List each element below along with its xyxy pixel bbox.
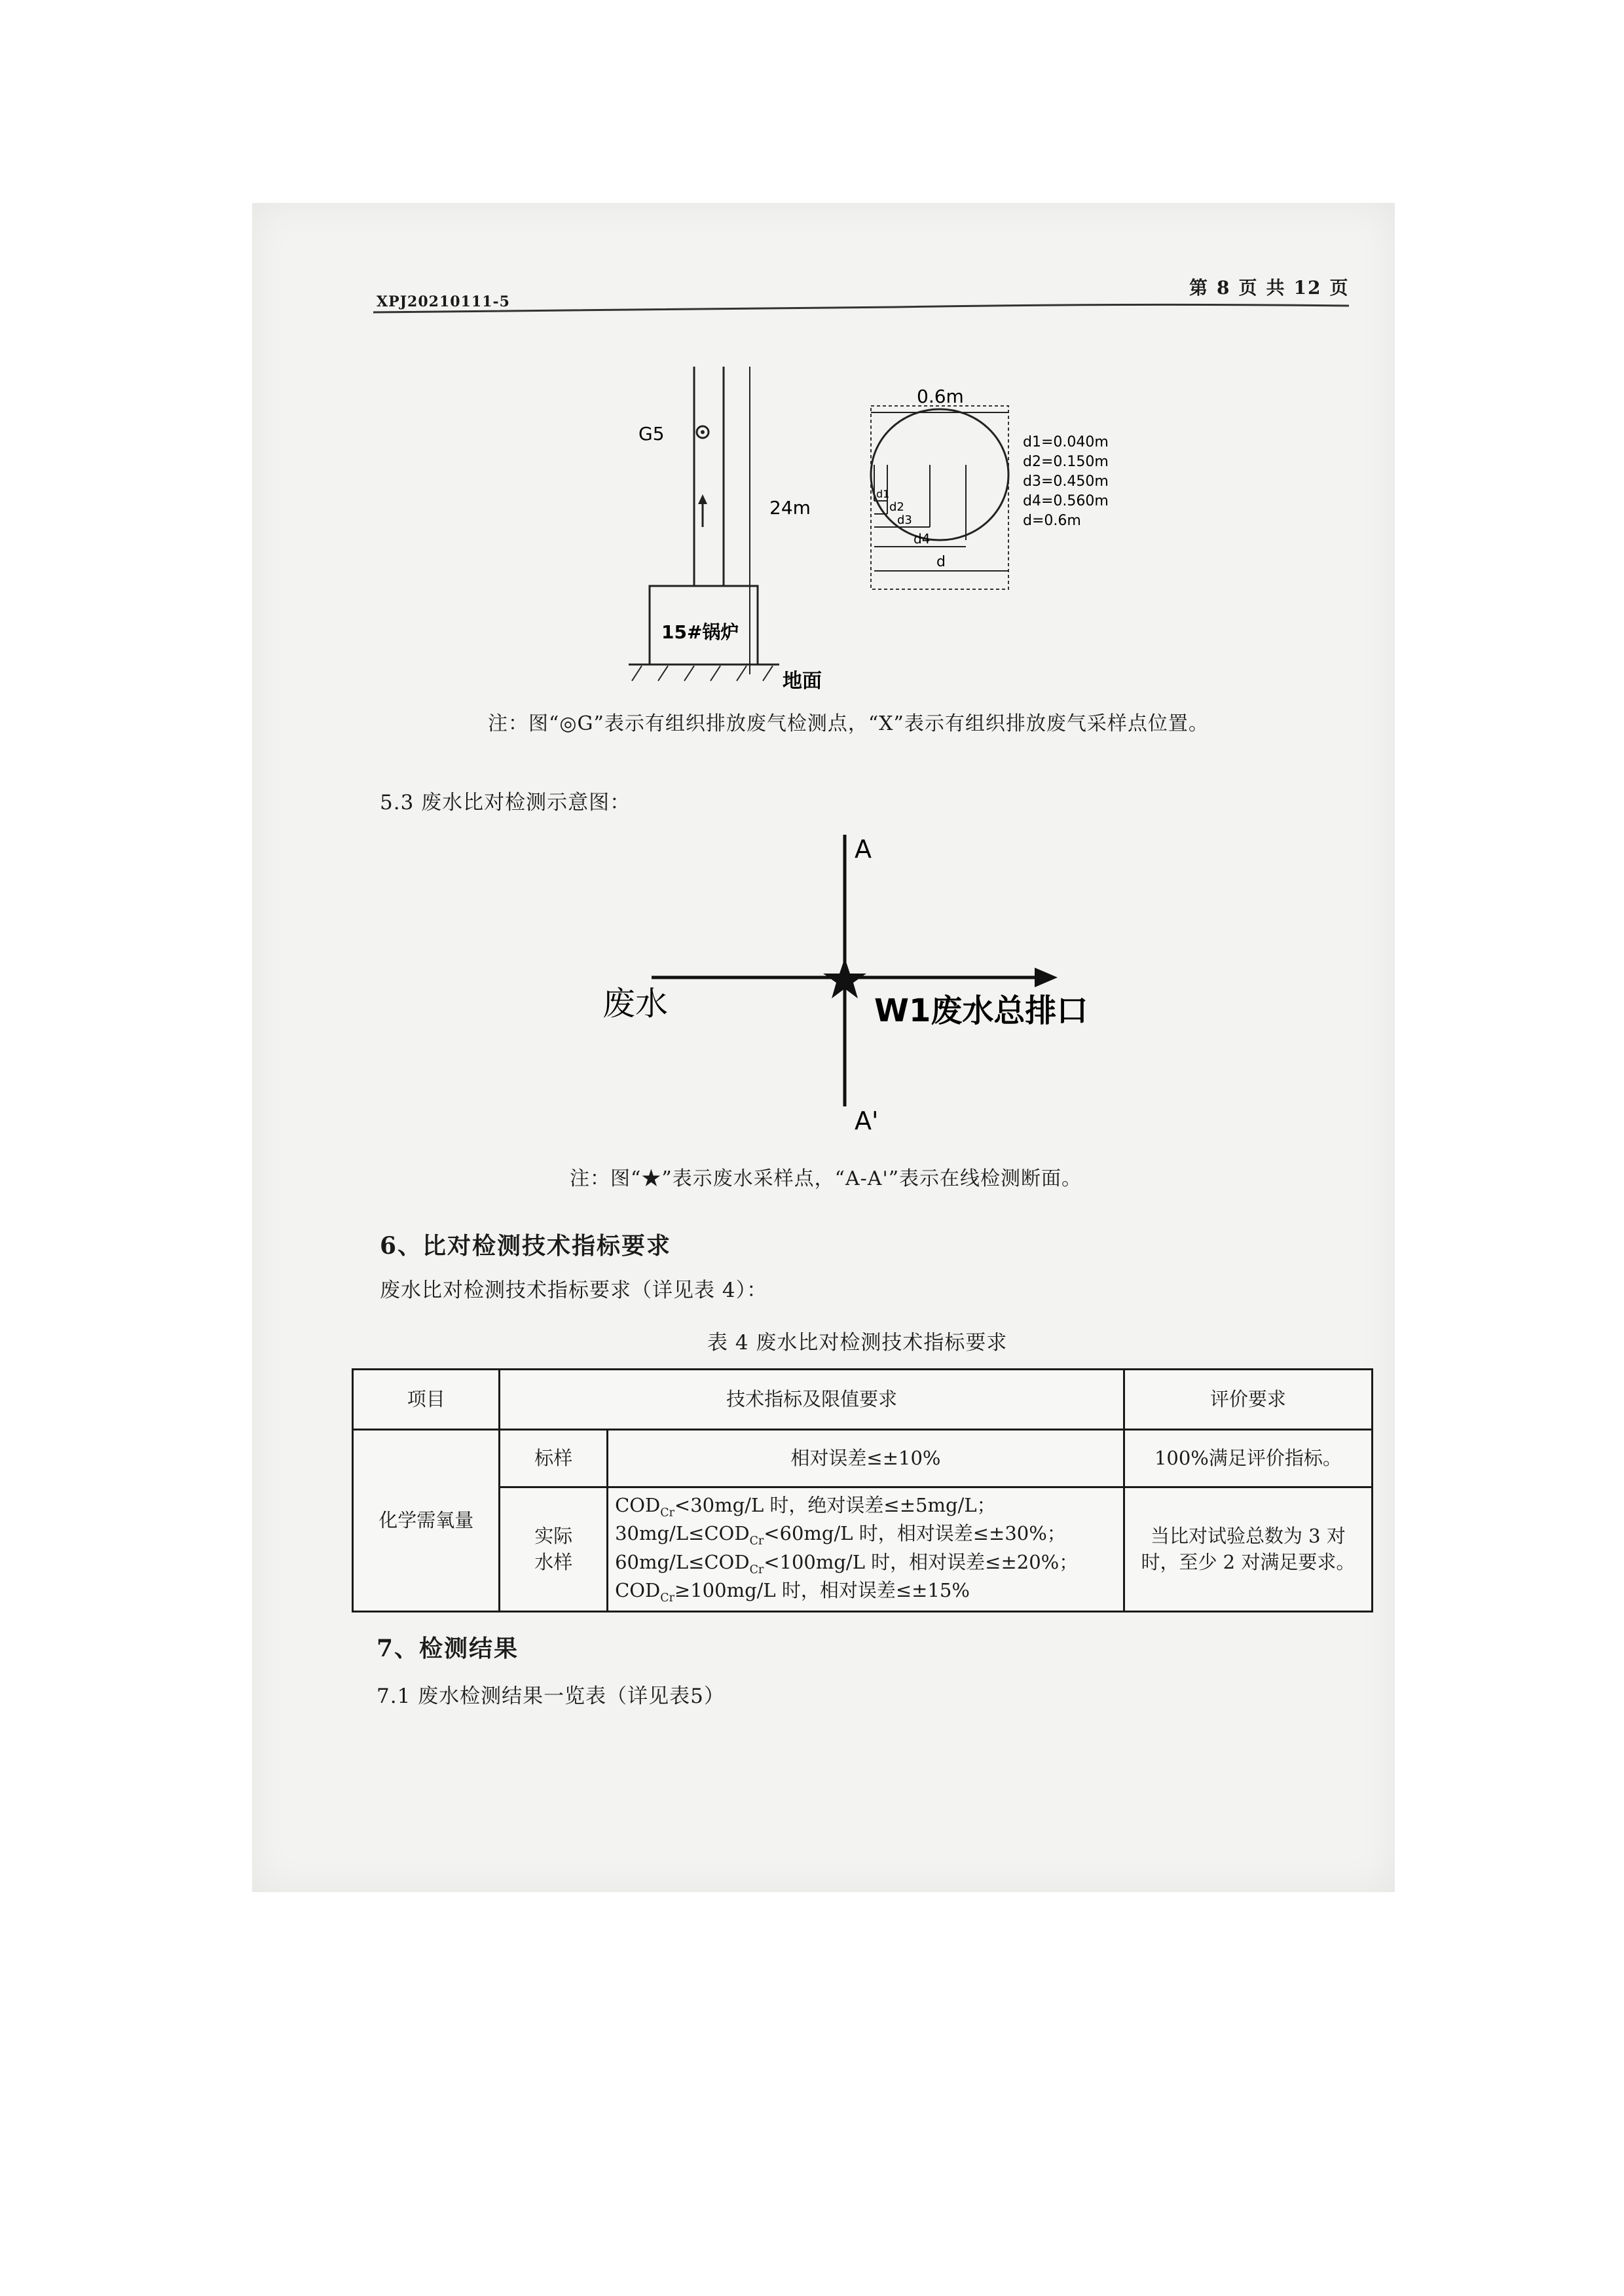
page-indicator: 第 8 页 共 12 页 [1189,277,1350,299]
svg-text:d: d [936,554,946,570]
label-a-prime: A' [855,1106,879,1133]
ground-label: 地面 [783,670,822,693]
requirements-table [352,1368,1373,1613]
header-rule [373,298,1349,324]
legend-d: d=0.6m [1023,513,1081,529]
point-label: G5 [638,423,665,445]
type-actual: 实际 水样 [500,1487,608,1612]
svg-text:d1: d1 [876,488,890,500]
legend-d4: d4=0.560m [1023,493,1109,509]
stack-diagram [609,367,1185,707]
header-item: 项目 [353,1370,500,1430]
label-inlet: 废水 [602,985,668,1023]
legend-d2: d2=0.150m [1023,454,1109,470]
legend-d3: d3=0.450m [1023,473,1109,490]
eval-standard: 100%满足评价指标。 [1124,1430,1372,1487]
header-eval: 评价要求 [1124,1370,1372,1430]
flue-cross-section [871,409,1008,540]
legend-d1: d1=0.040m [1023,434,1109,450]
section-6-title: 6、比对检测技术指标要求 [380,1232,672,1260]
req-line-3: $60mg/L\le COD_{Cr}<100mg/L$ 时，相对误差≤±20%； [615,1550,1079,1576]
svg-text:d2: d2 [889,500,904,514]
header-tech: 技术指标及限值要求 [500,1370,1124,1430]
svg-text:d4: d4 [913,531,931,547]
wastewater-note: 注：图“★”表示废水采样点，“A-A'”表示在线检测断面。 [570,1167,1082,1190]
req-line-4: $COD_{Cr}\ge 100mg/L$ 时，相对误差≤±15% [615,1578,970,1605]
item-cod: 化学需氧量 [353,1430,500,1612]
section-5-3-title: 5.3 废水比对检测示意图： [380,791,631,814]
wastewater-diagram [576,818,1166,1133]
section-6-intro: 废水比对检测技术指标要求（详见表 4）： [380,1279,768,1302]
type-standard: 标样 [500,1430,608,1487]
label-outlet: W1废水总排口 [874,993,1088,1029]
flow-arrow-icon [698,494,707,504]
req-line-2: $30mg/L\le COD_{Cr}<60mg/L$ 时，相对误差≤±30%； [615,1522,1066,1548]
section-7-title: 7、检测结果 [377,1635,519,1662]
width-label: 0.6m [917,386,964,407]
eval-actual: 当比对试验总数为 3 对 时，至少 2 对满足要求。 [1124,1487,1372,1612]
flow-arrow-icon [1035,968,1058,987]
label-a: A [855,835,872,864]
stack-note: 注：图“◎G”表示有组织排放废气检测点，“X”表示有组织排放废气采样点位置。 [488,712,1209,735]
req-actual [608,1487,1124,1612]
table-caption: 表 4 废水比对检测技术指标要求 [707,1331,1008,1355]
boiler-label: 15#锅炉 [661,621,739,643]
req-standard: 相对误差≤±10% [608,1430,1124,1487]
req-line-1: $COD_{Cr}<30mg/L$ 时，绝对误差≤±5mg/L； [615,1493,996,1520]
document-id: XPJ20210111-5 [377,293,510,310]
section-7-1-title: 7.1 废水检测结果一览表（详见表5） [377,1685,725,1708]
height-label: 24m [769,497,811,519]
svg-text:d3: d3 [897,513,912,527]
